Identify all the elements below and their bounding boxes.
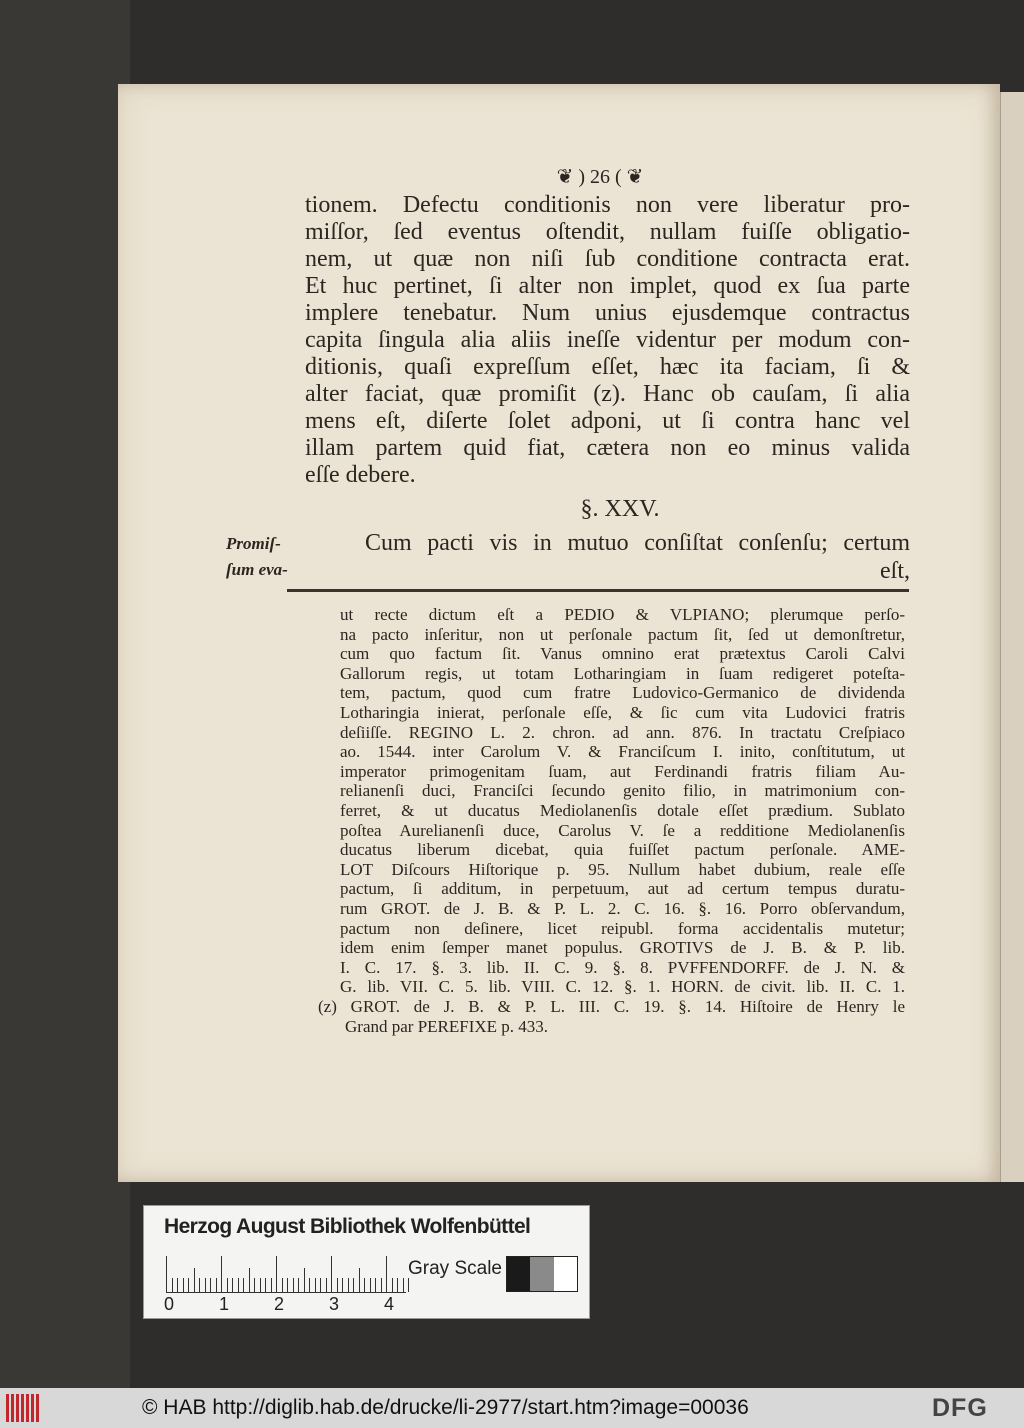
ruler-tick	[265, 1278, 266, 1292]
source-link[interactable]: © HAB http://diglib.hab.de/drucke/li-2977/start.htm?image=00036	[142, 1396, 749, 1419]
dfg-logo: DFG	[932, 1394, 988, 1422]
ruler-tick	[260, 1278, 261, 1292]
footnote-line: Grand par PEREFIXE p. 433.	[345, 1016, 549, 1036]
main-text-line: illam partem quid fiat, cætera non eo minus valida	[305, 435, 910, 461]
ruler-tick	[326, 1278, 327, 1292]
footnote-line: cum quo factum ſit. Vanus omnino erat prætextus Caroli Calvi	[340, 644, 905, 664]
footnote-line: ferret, & ut ducatus Mediolanenſis dotale eſſet prædium. Sublato	[340, 801, 905, 820]
footnote-line: deſiiſſe. REGINO L. 2. chron. ad ann. 876. In tractatu Creſpiaco	[340, 722, 905, 742]
hab-logo-icon	[6, 1394, 42, 1422]
footnote-line: ducatus liberum dicebat, quia fuiſſet pactum perſonale. AME-	[340, 840, 905, 860]
gray-scale-swatches	[506, 1256, 578, 1292]
main-text-line: mens eſt, diſerte ſolet adponi, ut ſi contra hanc vel	[305, 408, 910, 434]
footnote-line: Gallorum regis, ut totam Lotharingiam in ſuam redigeret poteſta-	[340, 663, 905, 683]
ruler-tick	[172, 1278, 173, 1292]
card-title: Herzog August Bibliothek Wolfenbüttel	[164, 1215, 531, 1238]
ruler-tick	[166, 1256, 167, 1292]
scan-background	[0, 0, 130, 1388]
ruler-tick	[403, 1278, 404, 1292]
ruler-tick	[293, 1278, 294, 1292]
gray-scale-label: Gray Scale	[408, 1258, 502, 1279]
section-heading: §. XXV.	[580, 496, 660, 522]
footnote-line: ao. 1544. inter Carolum V. & Franciſcum I. inito, conſtitutum, ut	[340, 742, 905, 762]
footnote-line: idem enim ſemper manet populus. GROTIVS de J. B. & P. lib.	[340, 938, 905, 958]
footnote-line: G. lib. VII. C. 5. lib. VIII. C. 12. §. 1. HORN. de civit. lib. II. C. 1.	[340, 977, 905, 997]
ruler-tick	[408, 1278, 409, 1292]
running-header: ❦ ) 26 ( ❦	[556, 166, 644, 188]
margin-note-line: ſum eva-	[226, 560, 288, 579]
ruler-number: 2	[274, 1294, 285, 1314]
ruler-tick	[249, 1268, 250, 1292]
main-text-line: ditionis, quaſi expreſſum eſſet, hæc ita faciam, ſi &	[305, 354, 910, 380]
footer-bar	[0, 1388, 1024, 1428]
footnote-line: rum GROT. de J. B. & P. L. 2. C. 16. §. 16. Porro obſervandum,	[340, 899, 905, 918]
ruler-tick	[199, 1278, 200, 1292]
ruler-tick	[375, 1278, 376, 1292]
ruler-number: 1	[219, 1294, 230, 1314]
color-card	[143, 1205, 590, 1319]
ruler-tick	[348, 1278, 349, 1292]
ruler-tick	[397, 1278, 398, 1292]
ruler-tick	[210, 1278, 211, 1292]
ruler-tick	[243, 1278, 244, 1292]
ruler-number: 3	[329, 1294, 340, 1314]
footnote-line: na pacto inſeritur, non ut perſonale pactum ſit, ſed ut demonſtretur,	[340, 624, 905, 644]
ruler-tick	[205, 1278, 206, 1292]
ruler-number: 0	[164, 1294, 175, 1314]
footnote-line: Lotharingia inierat, perſonale eſſe, & ſic cum vita Ludovici fratris	[340, 703, 905, 722]
ruler-tick	[309, 1278, 310, 1292]
ruler-tick	[386, 1256, 387, 1292]
footnote-line: tem, pactum, quod cum fratre Ludovico-Germanico de dividenda	[340, 683, 905, 703]
ruler-tick	[370, 1278, 371, 1292]
ruler-tick	[177, 1278, 178, 1292]
ruler-number: 4	[384, 1294, 395, 1314]
next-page-edge	[1000, 92, 1024, 1182]
main-text-line: alter faciat, quæ promiſit (z). Hanc ob cauſam, ſi alia	[305, 381, 910, 407]
ruler-tick	[298, 1278, 299, 1292]
main-text-line: tionem. Defectu conditionis non vere liberatur pro-	[305, 192, 910, 218]
ruler-tick	[227, 1278, 228, 1292]
gray-swatch	[554, 1257, 577, 1291]
ruler-tick	[331, 1256, 332, 1292]
ruler-tick	[282, 1278, 283, 1292]
ruler-tick	[337, 1278, 338, 1292]
main-text-line: eſſe debere.	[305, 462, 416, 488]
ruler-tick	[183, 1278, 184, 1292]
ruler-tick	[216, 1278, 217, 1292]
ruler-tick	[271, 1278, 272, 1292]
ruler-tick	[188, 1278, 189, 1292]
footnote-rule	[287, 589, 909, 592]
ruler-tick	[238, 1278, 239, 1292]
ruler-tick	[359, 1268, 360, 1292]
main-text-line: Et huc pertinet, ſi alter non implet, quod ex ſua parte	[305, 273, 910, 299]
ruler-tick	[315, 1278, 316, 1292]
ruler-tick	[221, 1256, 222, 1292]
ruler-tick	[194, 1268, 195, 1292]
gray-swatch	[507, 1257, 530, 1291]
main-text-line: capita ſingula alia aliis ineſſe videntur per modum con-	[305, 327, 910, 353]
footnote-line: pactum, ſi additum, in perpetuum, aut ad certum tempus duratu-	[340, 879, 905, 899]
footnote-line: relianenſi duci, Franciſci ſecundo genito filio, in matrimonium con-	[340, 781, 905, 801]
ruler-tick	[276, 1256, 277, 1292]
footnote-line: (z) GROT. de J. B. & P. L. III. C. 19. §. 14. Hiſtoire de Henry le	[318, 997, 905, 1016]
footnote-line: imperator primogenitam ſuam, aut Ferdinandi fratris filiam Au-	[340, 761, 905, 781]
ruler-tick	[304, 1268, 305, 1292]
footnote-line: pactum non deſinere, licet reipubl. forma accidentalis mutetur;	[340, 918, 905, 938]
margin-note-line: Promiſ-	[226, 534, 281, 553]
ruler-tick	[364, 1278, 365, 1292]
ruler-tick	[353, 1278, 354, 1292]
footnote-line: I. C. 17. §. 3. lib. II. C. 9. §. 8. PVFFENDORFF. de J. N. &	[340, 957, 905, 977]
ruler-tick	[392, 1278, 393, 1292]
section-text-line: Cum pacti vis in mutuo conſiſtat conſenſu; certum	[365, 530, 910, 556]
ruler-tick	[232, 1278, 233, 1292]
footnote-line: poſtea Aurelianenſi duce, Carolus V. ſe a redditione Mediolanenſis	[340, 820, 905, 840]
ruler-tick	[381, 1278, 382, 1292]
ruler	[166, 1256, 406, 1293]
ruler-tick	[320, 1278, 321, 1292]
section-text-line: eſt,	[880, 558, 910, 584]
ruler-tick	[254, 1278, 255, 1292]
ruler-tick	[287, 1278, 288, 1292]
footnote-line: ut recte dictum eſt a PEDIO & VLPIANO; plerumque perſo-	[340, 605, 905, 624]
main-text-line: miſſor, ſed eventus oſtendit, nullam fuiſſe obligatio-	[305, 219, 910, 245]
main-text-line: nem, ut quæ non niſi ſub conditione contracta erat.	[305, 246, 910, 272]
gray-swatch	[530, 1257, 553, 1291]
main-text-line: implere tenebatur. Num unius ejusdemque contractus	[305, 300, 910, 326]
ruler-tick	[342, 1278, 343, 1292]
footnote-line: LOT Diſcours Hiſtorique p. 95. Nullum habet dubium, reale eſſe	[340, 859, 905, 879]
